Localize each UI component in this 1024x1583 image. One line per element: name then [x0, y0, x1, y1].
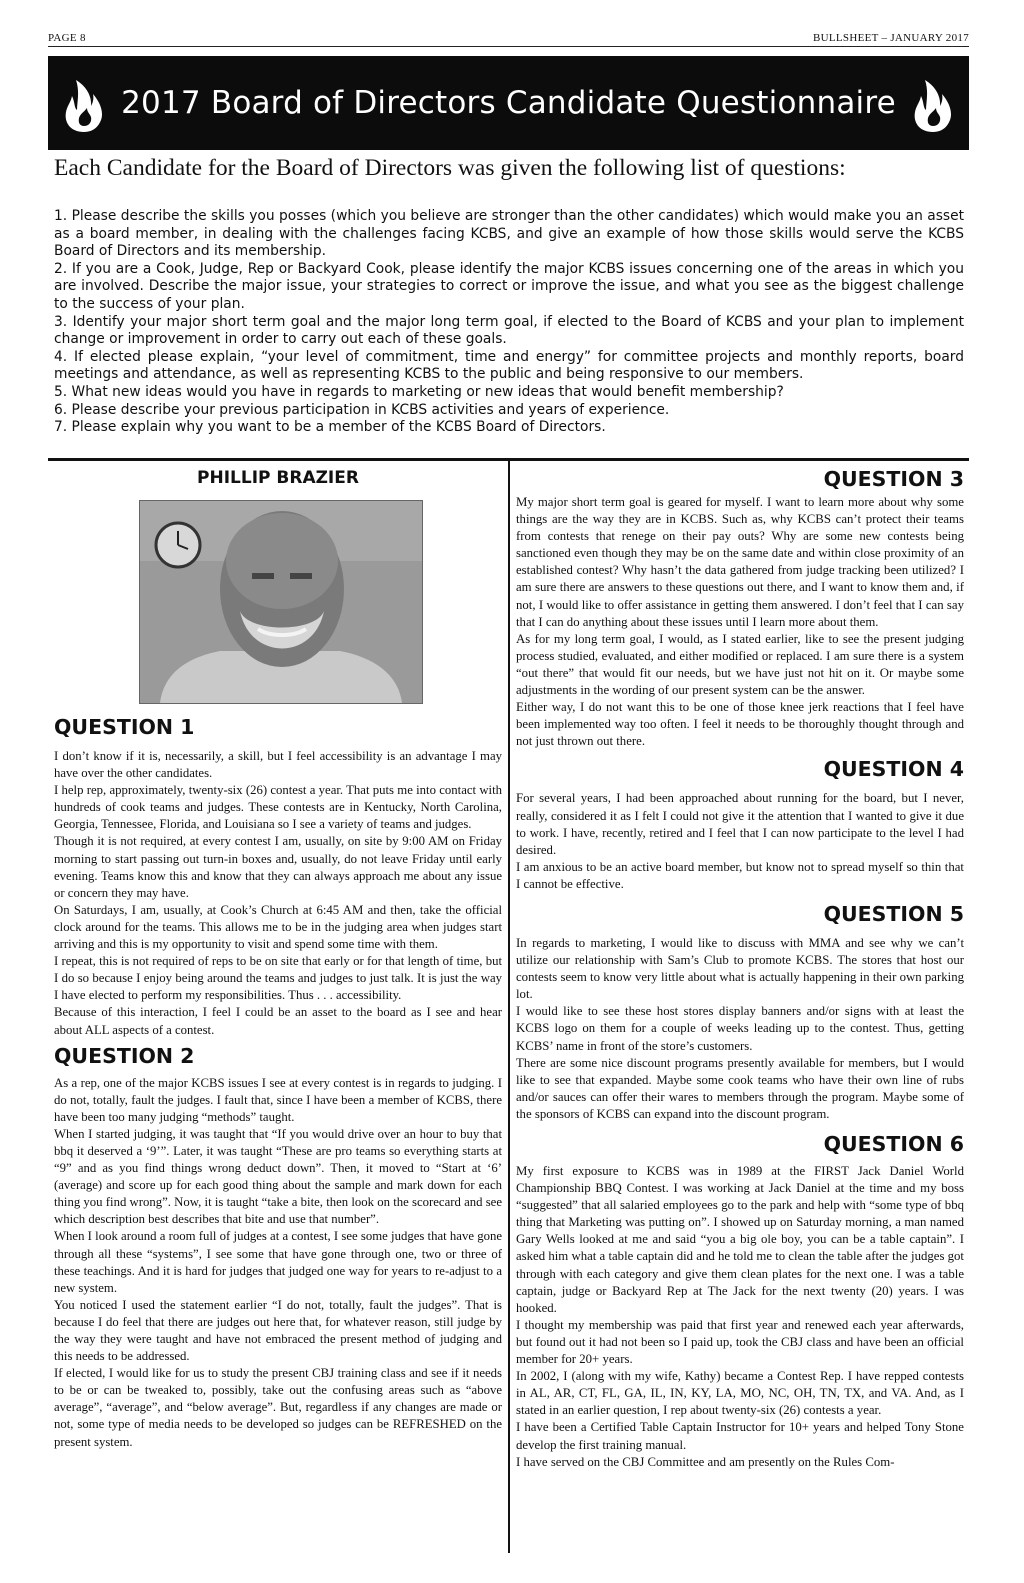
question-item: 3. Identify your major short term goal and the major long term goal, if elected to the Board of KCBS and your plan to implement change or improvement in order to carry out each of these goals. — [54, 313, 964, 348]
candidate-photo — [139, 500, 423, 704]
question-1-heading: QUESTION 1 — [54, 715, 195, 739]
question-4-heading: QUESTION 4 — [823, 757, 964, 782]
answer-paragraph: I don’t know if it is, necessarily, a skill, but I feel accessibility is an advantage I may have over the other candidates. — [54, 749, 502, 781]
answer-paragraph: There are some nice discount programs presently available for members, but I would like to see that expanded. Maybe some cook teams who have their own line of rubs and/or sauces can offer their wares to members through the program. Maybe some of the sponsors of KCBS can expand into the discount program. — [516, 1055, 964, 1121]
answer-paragraph: For several years, I had been approached about running for the board, but I never, really, considered it as I felt I could not give it the attention that I wanted to give it due to work. I have, recently, retired and I feel that I can now participate to the level I had desired. — [516, 791, 964, 857]
answer-paragraph: I would like to see these host stores display banners and/or signs with at least the KCBS logo on them for a couple of weeks leading up to the contest. Thus, getting KCBS’ name in front of the store’s customers. — [516, 1004, 964, 1053]
answer-paragraph: If elected, I would like for us to study the present CBJ training class and see if it needs to be or can be tweaked to, possibly, take out the confusing areas such as “above average”, “average”, and “below average”. But, regardless if any changes are made or not, some type of media needs to be developed so judges can be REFRESHED on the present system. — [54, 1366, 502, 1449]
answer-paragraph: I repeat, this is not required of reps to be on site that early or for that length of time, but I do so because I enjoy being around the teams and judges to just talk. It is just the way I have elected to perform my responsibilities. Thus . . . accessibility. — [54, 954, 502, 1003]
question-2-heading: QUESTION 2 — [54, 1043, 195, 1068]
question-1-answer — [54, 748, 502, 1039]
question-5-heading: QUESTION 5 — [823, 901, 964, 926]
question-item: 7. Please explain why you want to be a member of the KCBS Board of Directors. — [54, 419, 606, 436]
question-item: 1. Please describe the skills you posses (which you believe are stronger than the other candidates) which would make you an asset as a board member, in dealing with the challenges facing KCBS, and give an example of how those skills would serve the KCBS Board of Directors and its membership. — [54, 208, 964, 260]
answer-paragraph: I have been a Certified Table Captain Instructor for 10+ years and helped Tony Stone develop the first training manual. — [516, 1420, 964, 1452]
page-number: PAGE 8 — [48, 32, 86, 44]
left-column — [54, 462, 502, 1451]
answer-paragraph: When I look around a room full of judges at a contest, I see some judges that have gone through all these “systems”, I see some that have gone through one, two or three of these teachings. And it is hard for judges that judged one way for years to re-adjust to a new system. — [54, 1229, 502, 1295]
candidate-name: PHILLIP BRAZIER — [197, 468, 359, 488]
answer-paragraph: My major short term goal is geared for myself. I want to learn more about why some things are the way they are in KCBS. Such as, why KCBS can’t protect their teams from contests that renege on their pay outs? Why are some new contests being sanctioned even though they may be on the same date and within close proximity of an established contest? Why hasn’t the data gathered from judge tracking been utilized? I am sure there are answers to these questions out there, and I want to know them and, if not, I would like to offer assistance in getting them answered. I don’t feel that I can say that I can do anything about these issues until I learn more about them. — [516, 495, 964, 629]
answer-paragraph: In regards to marketing, I would like to discuss with MMA and see why we can’t utilize our relationship with Sam’s Club to promote KCBS. The stores that host our contests seem to know very little about what is actually happening in their own parking lot. — [516, 935, 964, 1002]
title-banner — [48, 56, 969, 150]
flame-icon — [911, 76, 955, 134]
answer-paragraph: You noticed I used the statement earlier “I do not, totally, fault the judges”. That is because I do feel that there are judges out here that, for whatever reason, still judge by the way they were taught and have not embraced the present method of judging and this needs to be addressed. — [54, 1297, 502, 1364]
answer-paragraph: I am anxious to be an active board member, but know not to spread myself so thin that I cannot be effective. — [516, 859, 964, 891]
answer-paragraph: I have served on the CBJ Committee and am presently on the Rules Com- — [516, 1454, 895, 1469]
question-item: 6. Please describe your previous participation in KCBS activities and years of experience. — [54, 401, 670, 418]
answer-paragraph: Though it is not required, at every contest I am, usually, on site by 9:00 AM on Friday morning to start passing out turn-in boxes and, usually, do not leave Friday until early evening. Teams know this and know that they can always approach me about any issue or concern they may have. — [54, 834, 502, 900]
question-item: 5. What new ideas would you have in regards to marketing or new ideas that would benefit membership? — [54, 383, 784, 400]
question-5-answer — [516, 935, 964, 1123]
answer-paragraph: In 2002, I (along with my wife, Kathy) became a Contest Rep. I have repped contests in AL, AR, CT, FL, GA, IL, IN, KY, LA, MO, NC, OH, TN, TX, and VA. And, as I stated in an earlier question, I rep about twenty-six (26) contests a year. — [516, 1369, 964, 1418]
question-item: 4. If elected please explain, “your level of commitment, time and energy” for committee projects and monthly reports, board meetings and attendance, as well as representing KCBS to the public and being responsive to our members. — [54, 348, 964, 383]
answer-paragraph: When I started judging, it was taught that “If you would drive over an hour to buy that bbq it deserved a ‘9’”. Later, it was taught “These are pro teams so everything starts at “9” and as you find things wrong deduct down”. Then, it moved to “Start at ‘6’ (average) and score up for each good thing about the sample and mark down for each thing you find wrong”. Now, it is taught “take a bite, then look on the scorecard and see which description best describes that bite and use that number”. — [54, 1126, 502, 1227]
answer-paragraph: Either way, I do not want this to be one of those knee jerk reactions that I feel have been implemented way too often. I feel it needs to be thoroughly thought through and not just thrown out there. — [516, 700, 964, 749]
question-6-answer — [516, 1163, 964, 1471]
answer-paragraph: I help rep, approximately, twenty-six (26) contest a year. That puts me into contact with hundreds of cook teams and judges. These contests are in Kentucky, North Carolina, Georgia, Tennessee, Florida, and Louisiana so I see a variety of teams and judges. — [54, 783, 502, 832]
issue-label: BULLSHEET – JANUARY 2017 — [812, 32, 969, 44]
question-6-heading: QUESTION 6 — [823, 1132, 964, 1156]
right-column — [516, 462, 964, 1471]
answer-paragraph: Because of this interaction, I feel I could be an asset to the board as I see and hear about ALL aspects of a contest. — [54, 1005, 502, 1037]
question-2-answer — [54, 1075, 502, 1451]
answer-paragraph: I thought my membership was paid that first year and renewed each year afterwards, but found out it had not been so I paid up, took the CBJ class and have been an official member for 20+ years. — [516, 1317, 964, 1367]
answer-paragraph: My first exposure to KCBS was in 1989 at the FIRST Jack Daniel World Championship BBQ Contest. I was working at Jack Daniel at the time and my boss “suggested” that all salaried employees go to the park and help with “some type of bbq thing that Marketing was putting on”. I showed up on Saturday morning, a man named Gary Wells looked at me and said “you a big ole boy, you can be a table captain”. I asked him what a table captain did and he told me to clean the table after the judges got through with each category and give them clean plates for the next one. I was a table captain, judge or Backyard Rep at The Jack for the next twenty (20) years. I was hooked. — [516, 1164, 964, 1315]
page-title: 2017 Board of Directors Candidate Questionnaire — [121, 85, 896, 121]
answer-paragraph: As for my long term goal, I would, as I stated earlier, like to see the present judging process studied, evaluated, and either modified or replaced. I am sure there is a system “out there” that would fit our needs, but we have just not hit on it. Or maybe some adjustments in the wording of our present system can be the answer. — [516, 631, 964, 698]
flame-icon — [62, 76, 106, 134]
answer-paragraph: As a rep, one of the major KCBS issues I see at every contest is in regards to judging. I do not, totally, fault the judges. I fault that, since I have been a member of KCBS, there have been too many judging “methods” taught. — [54, 1075, 502, 1124]
question-item: 2. If you are a Cook, Judge, Rep or Backyard Cook, please identify the major KCBS issues concerning one of the areas in which you are involved. Describe the major issue, your strategies to correct or improve the issue, and what you see as the biggest challenge to the success of your plan. — [54, 260, 964, 312]
question-3-answer — [516, 494, 964, 750]
questions-list — [54, 208, 964, 437]
column-divider — [508, 461, 510, 1553]
intro-text: Each Candidate for the Board of Directors was given the following list of questions: — [54, 155, 846, 181]
question-3-heading: QUESTION 3 — [823, 467, 964, 491]
question-4-answer — [516, 790, 964, 893]
answer-paragraph: On Saturdays, I am, usually, at Cook’s Church at 6:45 AM and then, take the official clock around for the teams. This allows me to be in the judging area when judges start arriving and this is my opportunity to visit and spend some time with them. — [54, 902, 502, 952]
running-head — [48, 32, 969, 47]
